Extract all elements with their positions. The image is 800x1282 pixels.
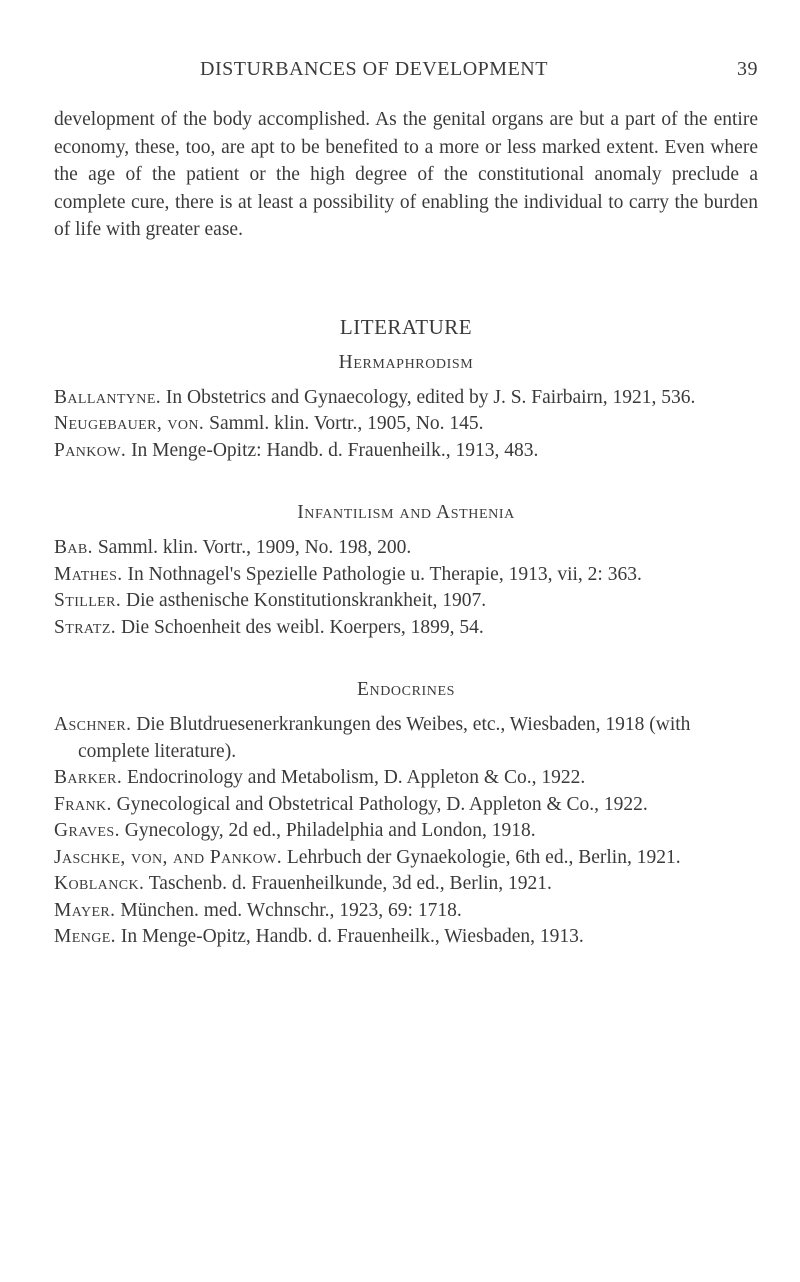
reference-text: Endocrinology and Metabolism, D. Appleton & Co., 1922. [122, 767, 586, 788]
reference-item [54, 818, 758, 845]
reference-author: Neugebauer, von. [54, 413, 205, 434]
subsection-hermaphrodism: Hermaphrodism [338, 351, 474, 373]
reference-author: Frank. [54, 793, 112, 815]
reference-text: Taschenb. d. Frauenheilkunde, 3d ed., Berlin, 1921. [144, 873, 552, 894]
subsection-endocrines: Endocrines [356, 679, 456, 700]
reference-item [54, 792, 758, 819]
running-head [54, 50, 758, 80]
reference-item [54, 765, 758, 792]
reference-item [54, 385, 758, 412]
document-page [54, 50, 758, 951]
reference-text: Samml. klin. Vortr., 1905, No. 145. [204, 413, 484, 434]
reference-author: Mayer. [54, 899, 116, 921]
reference-author: Mathes. [54, 563, 123, 585]
subsection-infantilism-asthenia: Infantilism and Asthenia [297, 502, 515, 523]
page-number: 39 [737, 58, 758, 80]
reference-author: Pankow. [54, 439, 127, 461]
reference-item [54, 871, 758, 898]
reference-item [54, 438, 758, 465]
reference-author: Stiller. [54, 590, 122, 611]
reference-text: Die Blutdruesenerkrankungen des Weibes, etc., Wiesbaden, 1918 (with complete literature). [78, 714, 691, 762]
reference-text: In Menge-Opitz, Handb. d. Frauenheilk., Wiesbaden, 1913. [115, 926, 584, 947]
literature-heading: LITERATURE [339, 314, 473, 339]
reference-text: In Obstetrics and Gynaecology, edited by J. S. Fairbairn, 1921, 536. [161, 386, 696, 408]
reference-item [54, 535, 758, 562]
running-title: DISTURBANCES OF DEVELOPMENT [200, 58, 548, 80]
reference-item [54, 924, 758, 951]
reference-text: Gynecology, 2d ed., Philadelphia and London, 1918. [119, 820, 536, 841]
reference-text: Die asthenische Konstitutionskrankheit, 1907. [121, 590, 487, 611]
reference-author: Menge. [54, 926, 116, 947]
reference-list-endocrines [54, 712, 758, 951]
reference-author: Bab. [54, 537, 93, 558]
reference-text: Gynecological and Obstetrical Pathology, D. Appleton & Co., 1922. [111, 793, 648, 815]
reference-text: Die Schoenheit des weibl. Koerpers, 1899, 54. [116, 616, 484, 638]
intro-paragraph: development of the body accomplished. As the genital organs are but a part of the entire economy, these, too, are apt to be benefited to a more or less marked extent. Even where the age of the patient or the high degree of the constitutional anomaly preclude a complete cure, there is at least a possibility of enabling the individual to carry the burden of life with greater ease. [54, 109, 758, 240]
reference-text: In Menge-Opitz: Handb. d. Frauenheilk., 1913, 483. [126, 439, 539, 461]
reference-item [54, 845, 758, 872]
reference-author: Koblanck. [54, 873, 145, 894]
reference-author: Stratz. [54, 616, 117, 638]
reference-author: Ballantyne. [54, 386, 162, 408]
reference-item [54, 615, 758, 642]
reference-list-hermaphrodism [54, 385, 758, 465]
reference-author: Aschner. [54, 714, 132, 735]
reference-item [54, 588, 758, 615]
reference-author: Barker. [54, 767, 123, 788]
reference-item [54, 411, 758, 438]
reference-text: Samml. klin. Vortr., 1909, No. 198, 200. [92, 537, 412, 558]
reference-item [54, 562, 758, 589]
reference-text: Lehrbuch der Gynaekologie, 6th ed., Berlin, 1921. [282, 846, 681, 868]
reference-item [54, 898, 758, 925]
reference-text: In Nothnagel's Spezielle Pathologie u. Therapie, 1913, vii, 2: 363. [122, 563, 642, 585]
reference-text: München. med. Wchnschr., 1923, 69: 1718. [115, 899, 462, 921]
reference-list-infantilism [54, 535, 758, 641]
reference-author: Jaschke, von, and Pankow. [54, 846, 283, 868]
reference-author: Graves. [54, 820, 120, 841]
reference-item [54, 712, 758, 765]
